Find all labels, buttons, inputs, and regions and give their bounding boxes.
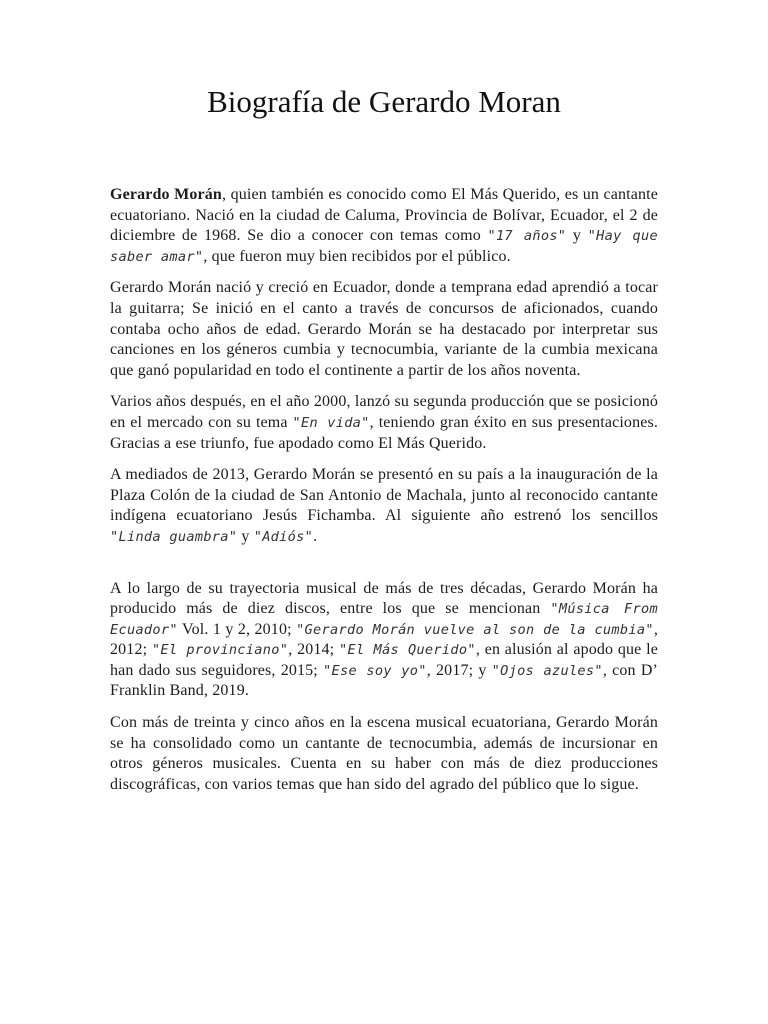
paragraph-2013: [110, 465, 658, 547]
paragraph-text: , 2014;: [288, 641, 339, 659]
song-title: "Linda guambra": [110, 528, 238, 545]
paragraph-text: y: [237, 527, 254, 545]
paragraph-text: .: [313, 527, 318, 545]
album-title: "Ese soy yo": [323, 662, 427, 679]
album-title: "El provinciano": [151, 642, 289, 659]
paragraph-text: , 2012;: [110, 620, 658, 659]
album-title: "El Más Querido": [338, 642, 476, 659]
paragraph-intro: [110, 185, 658, 267]
document-title: Biografía de Gerardo Moran: [207, 84, 561, 119]
paragraph-text: A lo largo de su trayectoria musical de más de tres décadas, Gerardo Morán ha producido más de diez discos, entre los que se mencionan: [110, 579, 658, 618]
song-title: "En vida": [292, 414, 370, 431]
paragraph-text: , en alusión al apodo que le han dado sus seguidores, 2015;: [110, 641, 658, 679]
paragraph-early-life: Gerardo Morán nació y creció en Ecuador, donde a temprana edad aprendió a tocar la guitarra; Se inició en el canto a través de concursos de aficionados, cuando contaba ocho años de edad. Gerardo Morán se ha destacado por interpretar sus canciones en los géneros cumbia y tecnocumbia, variante de la cumbia mexicana que ganó popularidad en todo el continente a partir de los años noventa.: [110, 279, 658, 379]
paragraph-text: , 2017; y: [426, 661, 492, 679]
artist-name: Gerardo Morán: [110, 186, 222, 203]
paragraph-text: A mediados de 2013, Gerardo Morán se presentó en su país a la inauguración de la Plaza Colón de la ciudad de San Antonio de Machala, junto al reconocido cantante indígena ecuatoriano Jesús Fichamba. Al siguiente año estrenó los sencillos: [110, 466, 658, 525]
paragraph-text: Varios años después, en el año 2000, lanzó su segunda producción que se posicionó en el mercado con su tema: [110, 393, 658, 431]
document-body: [110, 185, 658, 806]
paragraph-second-production: [110, 392, 658, 454]
paragraph-text: Vol. 1 y 2, 2010;: [177, 620, 297, 638]
album-title: "Ojos azules": [491, 662, 603, 679]
song-title: "17 años": [487, 228, 567, 245]
paragraph-text: , que fueron muy bien recibidos por el público.: [203, 247, 511, 265]
song-title: "Adiós": [253, 528, 314, 545]
paragraph-text: , quien también es conocido como El Más Querido, es un cantante ecuatoriano. Nació en la ciudad de Caluma, Provincia de Bolívar, Ecuador, el 2 de diciembre de 1968. Se dio a conocer con temas como: [110, 186, 658, 245]
album-title: "Gerardo Morán vuelve al son de la cumbia": [296, 621, 654, 638]
paragraph-text: , teniendo gran éxito en sus presentaciones. Gracias a ese triunfo, fue apodado como El Más Querido.: [110, 413, 658, 452]
song-title: "Hay que saber amar": [110, 228, 659, 265]
paragraph-career-summary: Con más de treinta y cinco años en la escena musical ecuatoriana, Gerardo Morán se ha consolidado como un cantante de tecnocumbia, además de incursionar en otros géneros musicales. Cuenta en su haber con más de diez producciones discográficas, con varios temas que han sido del agrado del público que lo sigue.: [110, 714, 658, 793]
paragraph-discography: [110, 579, 658, 703]
paragraph-text: y: [566, 227, 588, 245]
paragraph-text: , con D’ Franklin Band, 2019.: [110, 661, 659, 700]
album-title: "Música From Ecuador": [110, 601, 658, 638]
